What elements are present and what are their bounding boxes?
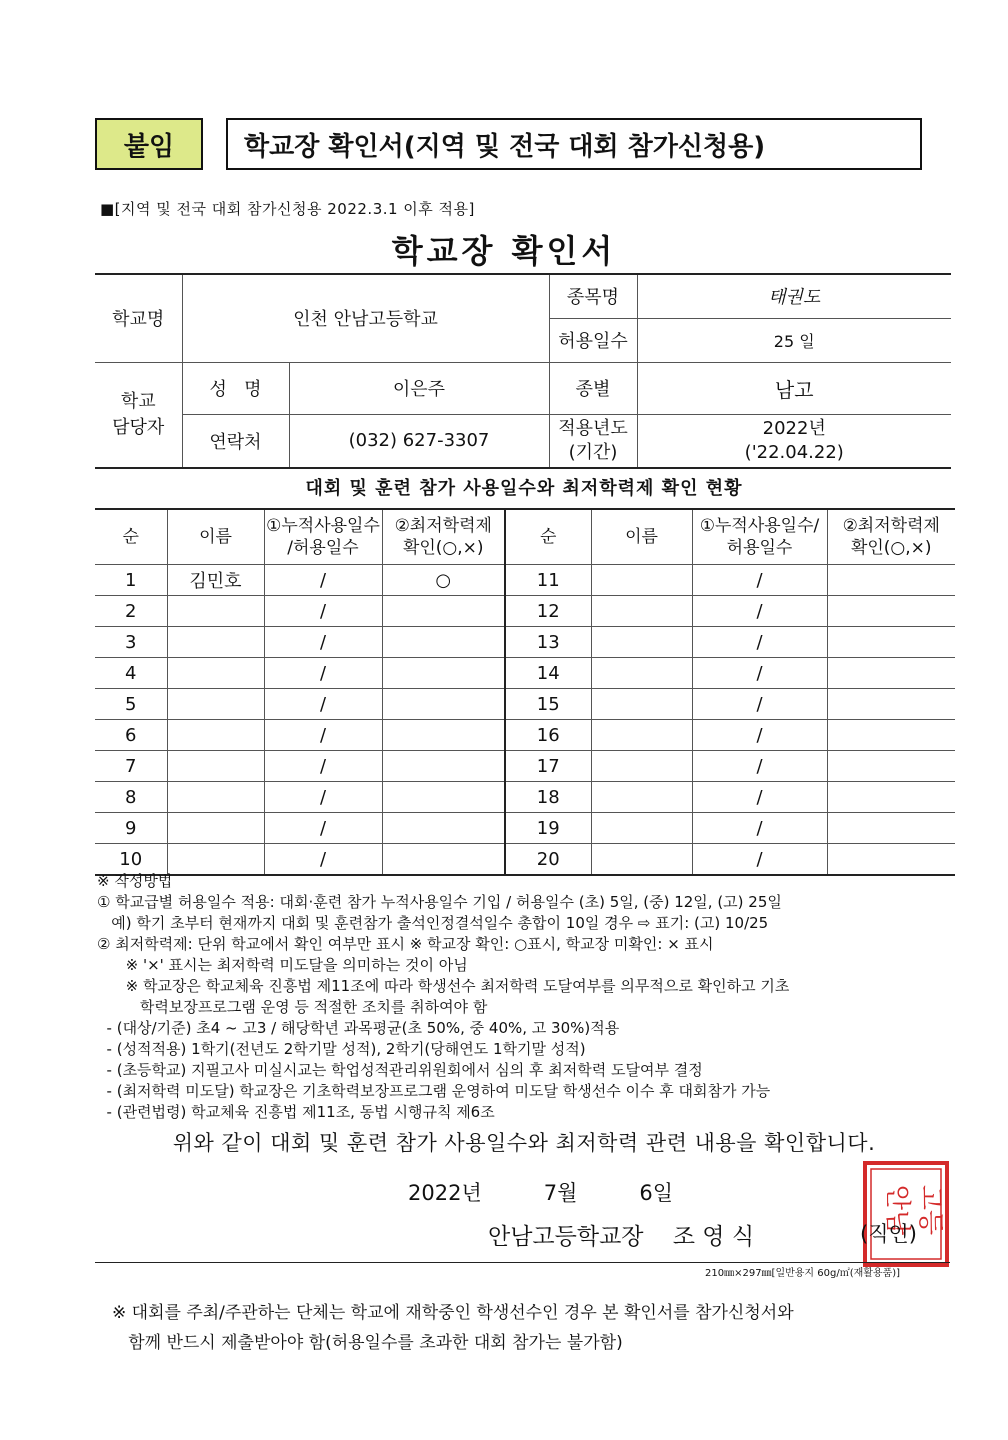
- instruction-line: ※ 작성방법: [97, 872, 173, 890]
- achievement-cell: [827, 565, 955, 596]
- row-number: 9: [95, 813, 167, 844]
- instruction-line: - (관련법령) 학교체육 진흥법 제11조, 동법 시행규칙 제6조: [97, 1103, 495, 1121]
- student-name: [591, 627, 692, 658]
- participation-table: [95, 508, 955, 876]
- days-cell: /: [264, 844, 382, 876]
- info-table: [95, 273, 951, 469]
- table-row: [95, 782, 955, 813]
- instruction-line: ※ 학교장은 학교체육 진흥법 제11조에 따라 학생선수 최저학력 도달여부를 의무적으로 확인하고 기초: [97, 977, 790, 995]
- manager-label: 학교 담당자: [95, 362, 182, 468]
- days-cell: /: [692, 782, 827, 813]
- achievement-cell: [827, 689, 955, 720]
- instruction-line: - (성적적용) 1학기(전년도 2학기말 성적), 2학기(당해연도 1학기말 성적): [97, 1040, 586, 1058]
- instruction-line: ※ '×' 표시는 최저학력 미도달을 의미하는 것이 아님: [97, 956, 468, 974]
- achievement-cell: [382, 813, 505, 844]
- instruction-line: ① 학교급별 허용일수 적용: 대회·훈련 참가 누적사용일수 기입 / 허용일수 (초) 5일, (중) 12일, (고) 25일: [97, 893, 782, 911]
- days-cell: /: [692, 658, 827, 689]
- row-number: 14: [505, 658, 591, 689]
- name-value: 이은주: [289, 362, 549, 414]
- days-cell: /: [692, 844, 827, 876]
- row-number: 1: [95, 565, 167, 596]
- name-label: 성 명: [182, 362, 289, 414]
- contact-label: 연락처: [182, 414, 289, 468]
- table-row: [95, 751, 955, 782]
- student-name: [167, 596, 264, 627]
- days-cell: /: [264, 782, 382, 813]
- table-subtitle: 대회 및 훈련 참가 사용일수와 최저학력제 확인 현황: [305, 478, 743, 499]
- confirmation-statement: 위와 같이 대회 및 훈련 참가 사용일수와 최저학력 관련 내용을 확인합니다.: [172, 1131, 876, 1155]
- row-number: 7: [95, 751, 167, 782]
- days-cell: /: [264, 720, 382, 751]
- row-number: 17: [505, 751, 591, 782]
- sport-value: 태권도: [637, 274, 951, 318]
- seal-label: (직인): [860, 1222, 917, 1246]
- days-cell: /: [692, 627, 827, 658]
- days-cell: /: [264, 565, 382, 596]
- year-value: 2022년 ('22.04.22): [637, 414, 951, 468]
- instruction-line: - (대상/기준) 초4 ~ 고3 / 해당학년 과목평균(초 50%, 중 40%, 고 30%)적용: [97, 1019, 620, 1037]
- days-cell: /: [692, 689, 827, 720]
- instruction-line: ② 최저학력제: 단위 학교에서 확인 여부만 표시 ※ 학교장 확인: ○표시, 학교장 미확인: × 표시: [97, 935, 714, 953]
- row-number: 8: [95, 782, 167, 813]
- achievement-cell: [827, 627, 955, 658]
- school-label: 학교명: [95, 274, 182, 362]
- student-name: [591, 596, 692, 627]
- row-number: 3: [95, 627, 167, 658]
- days-cell: /: [692, 720, 827, 751]
- row-number: 19: [505, 813, 591, 844]
- footer-note: [112, 1298, 972, 1358]
- gender-label: 종별: [549, 362, 637, 414]
- achievement-cell: [382, 720, 505, 751]
- contact-value: (032) 627-3307: [289, 414, 549, 468]
- col-no-right: 순: [505, 509, 591, 565]
- student-name: [167, 720, 264, 751]
- table-row: [95, 658, 955, 689]
- days-cell: /: [264, 813, 382, 844]
- instruction-line: - (초등학교) 지필고사 미실시교는 학업성적관리위원회에서 심의 후 최저학력 도달여부 결정: [97, 1061, 703, 1079]
- achievement-cell: [382, 658, 505, 689]
- achievement-cell: [827, 751, 955, 782]
- days-cell: /: [692, 751, 827, 782]
- page-title: 학교장 확인서: [391, 232, 617, 270]
- student-name: [167, 689, 264, 720]
- achievement-cell: [827, 596, 955, 627]
- row-number: 5: [95, 689, 167, 720]
- col-days: ①누적사용일수 /허용일수: [264, 509, 382, 565]
- student-name: [167, 813, 264, 844]
- row-number: 20: [505, 844, 591, 876]
- instructions: [97, 871, 967, 1123]
- days-label: 허용일수: [549, 318, 637, 362]
- col-achievement-right: ②최저학력제 확인(○,×): [827, 509, 955, 565]
- gender-value: 남고: [637, 362, 951, 414]
- svg-text:고등: 고등: [915, 1184, 945, 1236]
- achievement-cell: [382, 782, 505, 813]
- document-heading: 학교장 확인서(지역 및 전국 대회 참가신청용): [226, 118, 922, 170]
- applicability-note: ■[지역 및 전국 대회 참가신청용 2022.3.1 이후 적용]: [100, 200, 475, 218]
- footer-line: 함께 반드시 제출받아야 함(허용일수를 초과한 대회 참가는 불가함): [112, 1333, 623, 1353]
- col-name: 이름: [167, 509, 264, 565]
- footer-line: ※ 대회를 주최/주관하는 단체는 학교에 재학중인 학생선수인 경우 본 확인서를 참가신청서와: [112, 1303, 794, 1323]
- student-name: [591, 782, 692, 813]
- row-number: 2: [95, 596, 167, 627]
- row-number: 15: [505, 689, 591, 720]
- row-number: 12: [505, 596, 591, 627]
- table-row: [95, 627, 955, 658]
- achievement-cell: [382, 596, 505, 627]
- instruction-line: 예) 학기 초부터 현재까지 대회 및 훈련참가 출석인정결석일수 총합이 10일 경우 ⇨ 표기: (고) 10/25: [97, 914, 769, 932]
- days-value: 25 일: [637, 318, 951, 362]
- row-number: 13: [505, 627, 591, 658]
- achievement-cell: [827, 813, 955, 844]
- student-name: [167, 627, 264, 658]
- sport-label: 종목명: [549, 274, 637, 318]
- col-days-right: ①누적사용일수/ 허용일수: [692, 509, 827, 565]
- days-cell: /: [264, 596, 382, 627]
- divider: [95, 1262, 950, 1263]
- instruction-line: - (최저학력 미도달) 학교장은 기초학력보장프로그램 운영하여 미도달 학생선수 이수 후 대회참가 가능: [97, 1082, 771, 1100]
- col-no: 순: [95, 509, 167, 565]
- col-name-right: 이름: [591, 509, 692, 565]
- row-number: 16: [505, 720, 591, 751]
- svg-text:안남: 안남: [882, 1184, 912, 1236]
- days-cell: /: [692, 565, 827, 596]
- student-name: [591, 813, 692, 844]
- achievement-cell: [382, 689, 505, 720]
- table-row: [95, 596, 955, 627]
- school-value: 인천 안남고등학교: [182, 274, 549, 362]
- achievement-cell: [827, 782, 955, 813]
- issue-date: 2022년 7월 6일: [408, 1181, 674, 1205]
- year-label: 적용년도 (기간): [549, 414, 637, 468]
- achievement-cell: [827, 658, 955, 689]
- row-number: 6: [95, 720, 167, 751]
- student-name: [167, 658, 264, 689]
- table-row: [95, 689, 955, 720]
- days-cell: /: [692, 813, 827, 844]
- instruction-line: 학력보장프로그램 운영 등 적절한 조치를 취하여야 함: [97, 998, 488, 1016]
- student-name: [167, 782, 264, 813]
- student-name: [167, 751, 264, 782]
- student-name: [591, 751, 692, 782]
- paper-spec: 210㎜×297㎜[일반용지 60g/㎡(재활용품)]: [705, 1268, 901, 1279]
- row-number: 18: [505, 782, 591, 813]
- attachment-tag: 붙임: [95, 118, 203, 170]
- row-number: 11: [505, 565, 591, 596]
- days-cell: /: [264, 689, 382, 720]
- student-name: [591, 565, 692, 596]
- table-row: [95, 813, 955, 844]
- student-name: [591, 658, 692, 689]
- official-seal: [862, 1160, 950, 1268]
- achievement-cell: ○: [382, 565, 505, 596]
- student-name: [591, 689, 692, 720]
- table-row: [95, 720, 955, 751]
- col-achievement: ②최저학력제 확인(○,×): [382, 509, 505, 565]
- days-cell: /: [264, 658, 382, 689]
- row-number: 10: [95, 844, 167, 876]
- days-cell: /: [264, 627, 382, 658]
- achievement-cell: [382, 751, 505, 782]
- achievement-cell: [382, 627, 505, 658]
- principal-name: 안남고등학교장 조 영 식: [488, 1224, 755, 1250]
- days-cell: /: [692, 596, 827, 627]
- row-number: 4: [95, 658, 167, 689]
- table-row: [95, 565, 955, 596]
- days-cell: /: [264, 751, 382, 782]
- student-name: [591, 720, 692, 751]
- achievement-cell: [827, 720, 955, 751]
- student-name: 김민호: [167, 565, 264, 596]
